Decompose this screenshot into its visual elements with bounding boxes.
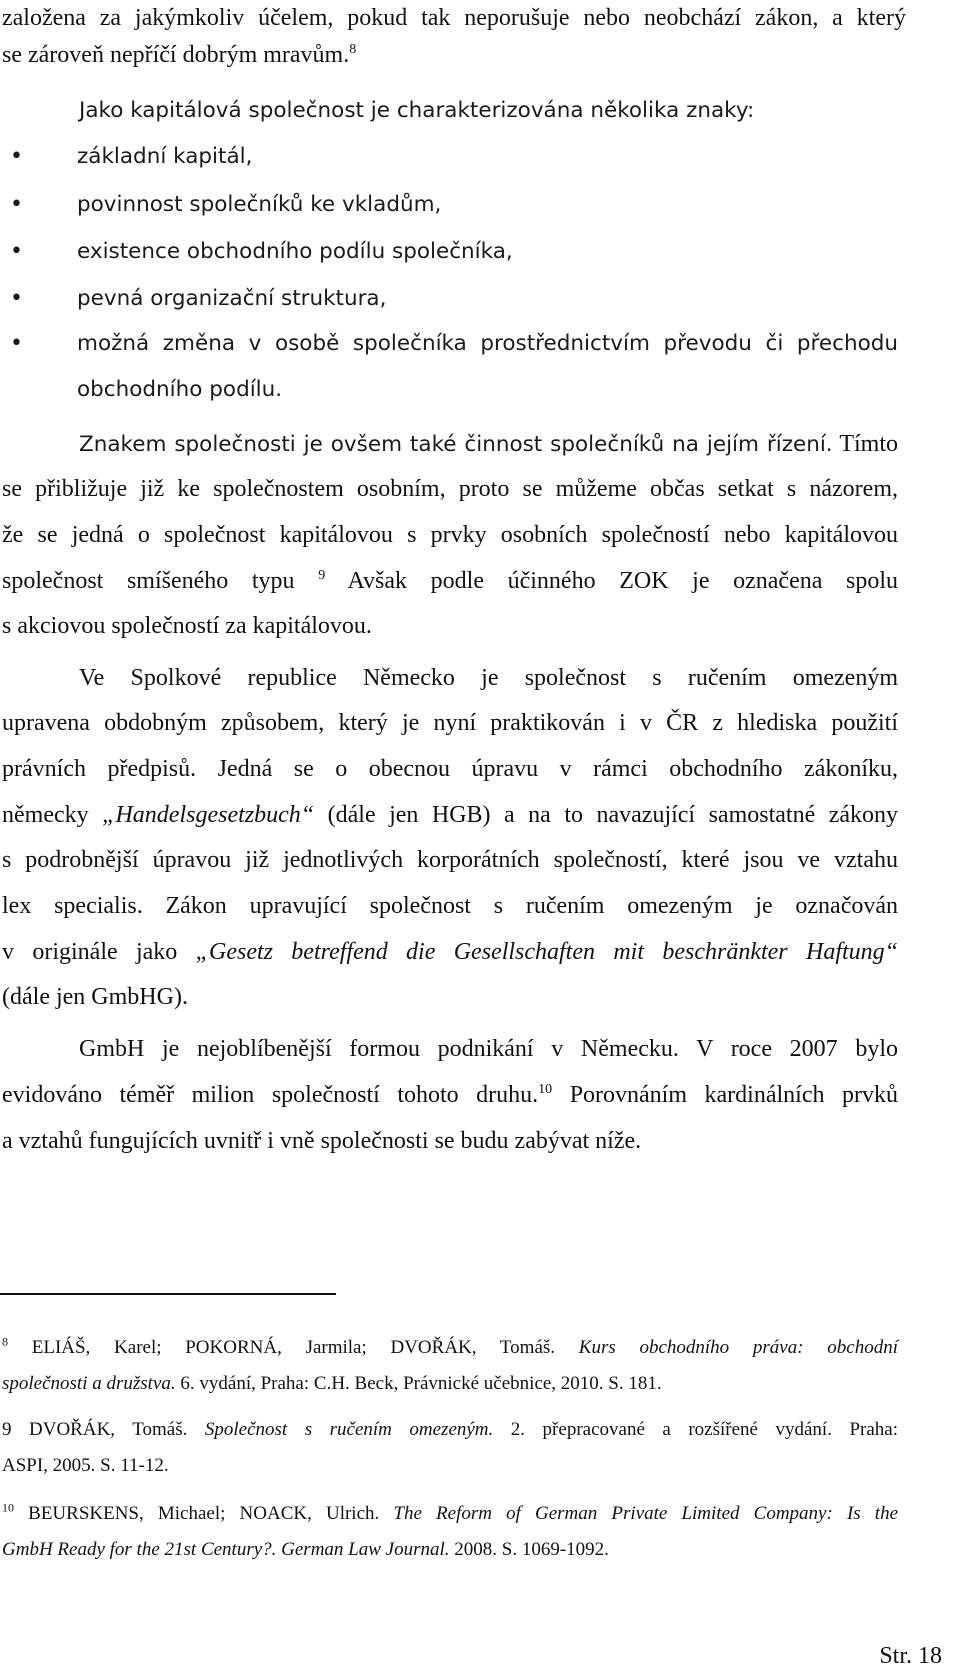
paragraph-line — [2, 982, 960, 1012]
footnote — [2, 1336, 898, 1360]
text: 6. vydání, Praha: C.H. Beck, Právnické učebnice, 2010. S. 181. — [180, 1373, 662, 1394]
paragraph-line — [79, 1034, 898, 1064]
text: se přibližuje již ke společnostem osobním, proto se můžeme občas setkat s názorem, — [2, 476, 898, 502]
text: základní kapitál, — [77, 144, 253, 169]
paragraph-line — [2, 891, 898, 921]
text: (dále jen GmbHG). — [2, 984, 188, 1010]
text: (dále jen HGB) a na to navazující samostatné zákony — [327, 802, 899, 828]
text: Jako kapitálová společnost je charakterizována několika znaky: — [79, 98, 755, 123]
text: německy — [2, 802, 89, 828]
text: evidováno téměř milion společností tohoto druhu. — [2, 1082, 539, 1108]
paragraph-line — [2, 611, 960, 641]
italic-term: „Gesetz betreffend die Gesellschaften mit beschränkter Haftung“ — [195, 939, 898, 965]
paragraph-line — [2, 1080, 898, 1110]
italic-term: „Handelsgesetzbuch“ — [102, 802, 315, 828]
paragraph-line — [2, 40, 960, 70]
italic-title: Kurs obchodního práva: obchodní — [578, 1337, 899, 1358]
paragraph-line — [2, 566, 898, 596]
footnote — [2, 1372, 960, 1396]
text: existence obchodního podílu společníka, — [77, 239, 513, 264]
footnote-number: 10 — [2, 1500, 14, 1515]
text: Znakem společnosti je ovšem také činnost společníků na jejím řízení. — [79, 432, 833, 457]
text: GmbH je nejoblíbenější formou podnikání v Německu. V roce 2007 bylo — [79, 1036, 898, 1062]
footnote — [2, 1502, 898, 1526]
text: 9 DVOŘÁK, Tomáš. — [2, 1419, 188, 1440]
paragraph-line — [2, 708, 898, 738]
bullet-icon: • — [10, 144, 23, 169]
text: že se jedná o společnost kapitálovou s prvky osobních společností nebo kapitálovou — [2, 522, 898, 548]
footnote-separator — [0, 1293, 336, 1295]
paragraph-line — [2, 3, 906, 33]
italic-title: společnosti a družstva. — [2, 1373, 176, 1394]
footnote-ref: 9 — [318, 568, 326, 583]
paragraph-line — [2, 800, 898, 830]
text: 2008. S. 1069-1092. — [454, 1539, 609, 1560]
paragraph-line — [2, 1126, 960, 1156]
text: upravena obdobným způsobem, který je nyní praktikován i v ČR z hlediska použití — [2, 710, 898, 736]
text: založena za jakýmkoliv účelem, pokud tak neporušuje nebo neobchází zákon, a který — [2, 5, 906, 31]
text: společnost smíšeného typu — [2, 568, 295, 594]
text: Jedná se o obecnou úpravu v rámci obchodního zákoníku, — [217, 756, 899, 782]
text: Tímto — [839, 431, 898, 457]
text: ELIÁŠ, Karel; POKORNÁ, Jarmila; DVOŘÁK, Tomáš. — [31, 1337, 556, 1358]
footnote — [2, 1418, 898, 1442]
text: pevná organizační struktura, — [77, 286, 387, 311]
text: Avšak podle účinného ZOK je označena spolu — [347, 568, 898, 594]
text: právních předpisů. — [2, 756, 197, 782]
text: 2. přepracované a rozšířené vydání. Praha: — [510, 1419, 898, 1440]
page-number: Str. 18 — [879, 1643, 942, 1669]
text: ASPI, 2005. S. 11-12. — [2, 1455, 169, 1476]
text: s podrobnější úpravou již jednotlivých korporátních společností, které jsou ve vztahu — [2, 847, 898, 873]
text: možná změna v osobě společníka prostřednictvím převodu či přechodu — [77, 331, 898, 356]
footnote-number: 8 — [2, 1334, 8, 1349]
italic-title: The Reform of German Private Limited Company: Is the — [393, 1503, 899, 1524]
text: Porovnáním kardinálních prvků — [569, 1082, 898, 1108]
bullet-icon: • — [10, 239, 23, 264]
text: Ve Spolkové republice Německo je společnost s ručením omezeným — [79, 665, 898, 691]
text: s akciovou společností za kapitálovou. — [2, 613, 372, 639]
text: povinnost společníků ke vkladům, — [77, 192, 442, 217]
bullet-icon: • — [10, 331, 23, 356]
italic-title: Společnost s ručením omezeným. — [204, 1419, 494, 1440]
intro-line — [79, 96, 960, 126]
text: obchodního podílu. — [77, 377, 283, 402]
paragraph-line — [2, 937, 898, 967]
list-item-continuation — [77, 375, 960, 405]
paragraph-line — [2, 845, 898, 875]
footnote — [2, 1538, 960, 1562]
footnote-ref: 8 — [349, 42, 357, 57]
text: BEURSKENS, Michael; NOACK, Ulrich. — [28, 1503, 380, 1524]
paragraph-line — [2, 754, 898, 784]
bullet-icon: • — [10, 192, 23, 217]
paragraph-line — [2, 474, 898, 504]
paragraph-line — [2, 520, 898, 550]
text: se zároveň nepříčí dobrým mravům. — [2, 42, 350, 68]
paragraph-line — [79, 429, 898, 460]
paragraph-line — [79, 663, 898, 693]
bullet-icon: • — [10, 286, 23, 311]
footnote-ref: 10 — [538, 1082, 553, 1097]
italic-title: GmbH Ready for the 21st Century?. German Law Journal. — [2, 1539, 450, 1560]
text: v originále jako — [2, 939, 178, 965]
footnote — [2, 1454, 960, 1478]
text: a vztahů fungujících uvnitř i vně společnosti se budu zabývat níže. — [2, 1128, 642, 1154]
text: lex specialis. Zákon upravující společnost s ručením omezeným je označován — [2, 893, 898, 919]
